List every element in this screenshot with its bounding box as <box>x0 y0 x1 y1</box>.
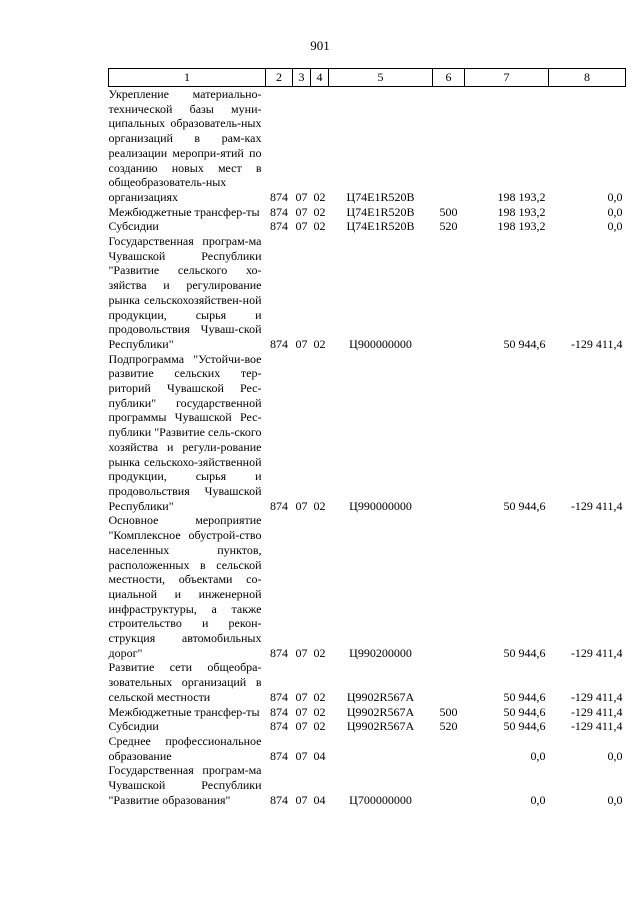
row-subsection: 02 <box>313 704 326 719</box>
row-amount: 198 193,2 <box>497 204 546 219</box>
row-target-article: Ц9902R567А <box>346 719 415 734</box>
row-target-article: Ц9902R567А <box>346 689 415 704</box>
row-change: 0,0 <box>607 219 623 234</box>
row-code: 874 <box>270 336 288 351</box>
table-row <box>109 705 626 720</box>
row-subsection: 02 <box>313 498 326 513</box>
row-change: -129 411,4 <box>570 719 623 734</box>
row-name: Межбюджетные трансфер-ты <box>108 204 260 219</box>
row-code: 874 <box>270 719 288 734</box>
row-change: 0,0 <box>607 748 623 763</box>
table-row <box>109 719 626 734</box>
row-amount: 50 944,6 <box>503 689 546 704</box>
row-change: 0,0 <box>607 189 623 204</box>
row-amount: 50 944,6 <box>503 645 546 660</box>
col-header-4: 4 <box>311 69 329 87</box>
row-subsection: 02 <box>313 204 326 219</box>
row-code: 874 <box>270 645 288 660</box>
row-target-article: Ц700000000 <box>349 792 412 807</box>
row-subsection: 02 <box>313 689 326 704</box>
row-amount: 0,0 <box>530 792 546 807</box>
table-row <box>109 763 626 807</box>
row-section: 07 <box>295 204 308 219</box>
row-expense-type <box>433 87 465 205</box>
row-target-article: Ц990200000 <box>349 645 412 660</box>
row-section: 07 <box>295 219 308 234</box>
budget-table <box>108 68 626 807</box>
row-change: -129 411,4 <box>570 498 623 513</box>
row-code: 874 <box>270 792 288 807</box>
row-section: 07 <box>295 792 308 807</box>
row-code: 874 <box>270 704 288 719</box>
row-amount: 198 193,2 <box>497 219 546 234</box>
row-name: Государственная програм-ма Чувашской Республики "Развитие сельского хо-зяйства и регулирование рынка сельскохозяйствен-ной продукции, сырья и продовольствия Чуваш-ской Республики" <box>108 234 262 351</box>
row-change: -129 411,4 <box>570 336 623 351</box>
col-header-6: 6 <box>433 69 465 87</box>
col-header-1: 1 <box>109 69 266 87</box>
row-section: 07 <box>295 645 308 660</box>
row-change: 0,0 <box>607 792 623 807</box>
row-expense-type <box>433 513 465 660</box>
row-subsection: 02 <box>313 719 326 734</box>
row-amount: 0,0 <box>530 748 546 763</box>
table-row <box>109 87 626 205</box>
row-subsection: 02 <box>313 189 326 204</box>
row-target-article: Ц990000000 <box>349 498 412 513</box>
col-header-3: 3 <box>293 69 311 87</box>
col-header-8: 8 <box>549 69 626 87</box>
row-expense-type <box>433 763 465 807</box>
row-target-article: Ц74E1R520В <box>346 189 415 204</box>
row-section: 07 <box>295 189 308 204</box>
row-target-article <box>329 734 433 763</box>
table-row <box>109 234 626 352</box>
row-change: -129 411,4 <box>570 704 623 719</box>
row-name: Укрепление материально-технической базы муни-ципальных образователь-ных организаций в рам-ках реализации меропри-ятий по созданию новых мест в общеобразователь-ных организациях <box>108 87 262 204</box>
row-subsection: 04 <box>313 792 326 807</box>
col-header-7: 7 <box>465 69 549 87</box>
row-subsection: 02 <box>313 219 326 234</box>
row-amount: 50 944,6 <box>503 498 546 513</box>
table-row <box>109 219 626 234</box>
row-code: 874 <box>270 189 288 204</box>
col-header-2: 2 <box>266 69 293 87</box>
row-name: Развитие сети общеобра-зовательных организаций в сельской местности <box>108 660 262 704</box>
row-section: 07 <box>295 689 308 704</box>
row-target-article: Ц900000000 <box>349 336 412 351</box>
row-subsection: 02 <box>313 336 326 351</box>
row-code: 874 <box>270 219 288 234</box>
row-amount: 198 193,2 <box>497 189 546 204</box>
row-expense-type <box>433 660 465 704</box>
header-row <box>109 69 626 87</box>
row-target-article: Ц9902R567А <box>346 704 415 719</box>
row-change: 0,0 <box>607 204 623 219</box>
row-expense-type <box>433 352 465 514</box>
row-name: Субсидии <box>108 219 159 234</box>
row-name: Среднее профессиональное образование <box>108 733 262 763</box>
row-section: 07 <box>295 748 308 763</box>
row-change: -129 411,4 <box>570 689 623 704</box>
row-section: 07 <box>295 336 308 351</box>
row-amount: 50 944,6 <box>503 719 546 734</box>
row-change: -129 411,4 <box>570 645 623 660</box>
row-code: 874 <box>270 204 288 219</box>
row-amount: 50 944,6 <box>503 336 546 351</box>
row-expense-type <box>433 234 465 352</box>
row-name: Государственная програм-ма Чувашской Республики "Развитие образования" <box>108 763 262 807</box>
row-subsection: 02 <box>313 645 326 660</box>
row-target-article: Ц74E1R520В <box>346 219 415 234</box>
row-subsection: 04 <box>313 748 326 763</box>
row-expense-type: 520 <box>439 719 458 734</box>
col-header-5: 5 <box>329 69 433 87</box>
row-code: 874 <box>270 689 288 704</box>
row-section: 07 <box>295 719 308 734</box>
row-amount: 50 944,6 <box>503 704 546 719</box>
row-name: Основное мероприятие "Комплексное обустрой-ство населенных пунктов, расположенных в сельской местности, объектами со-циальной и инженерной инфраструктуры, а также строительство и рекон-струкция автомобильных дорог" <box>108 513 262 660</box>
table-row <box>109 352 626 514</box>
row-expense-type: 500 <box>439 204 458 219</box>
row-name: Межбюджетные трансфер-ты <box>108 704 260 719</box>
row-expense-type <box>433 734 465 763</box>
row-section: 07 <box>295 704 308 719</box>
page-number: 901 <box>310 38 330 53</box>
row-target-article: Ц74E1R520В <box>346 204 415 219</box>
row-code: 874 <box>270 748 288 763</box>
row-expense-type: 500 <box>439 704 458 719</box>
table-row <box>109 513 626 660</box>
table-row <box>109 660 626 704</box>
row-name: Подпрограмма "Устойчи-вое развитие сельских тер-риторий Чувашской Рес-публики" государственной программы Чувашской Рес-публики "Развитие сель-ского хозяйства и регули-рование рынка сельскохо-зяйственной продукции, сырья и продовольствия Чувашской Республики" <box>108 351 262 513</box>
row-expense-type: 520 <box>439 219 458 234</box>
row-name: Субсидии <box>108 719 159 734</box>
table-row <box>109 734 626 763</box>
table-row <box>109 205 626 220</box>
row-section: 07 <box>295 498 308 513</box>
row-code: 874 <box>270 498 288 513</box>
